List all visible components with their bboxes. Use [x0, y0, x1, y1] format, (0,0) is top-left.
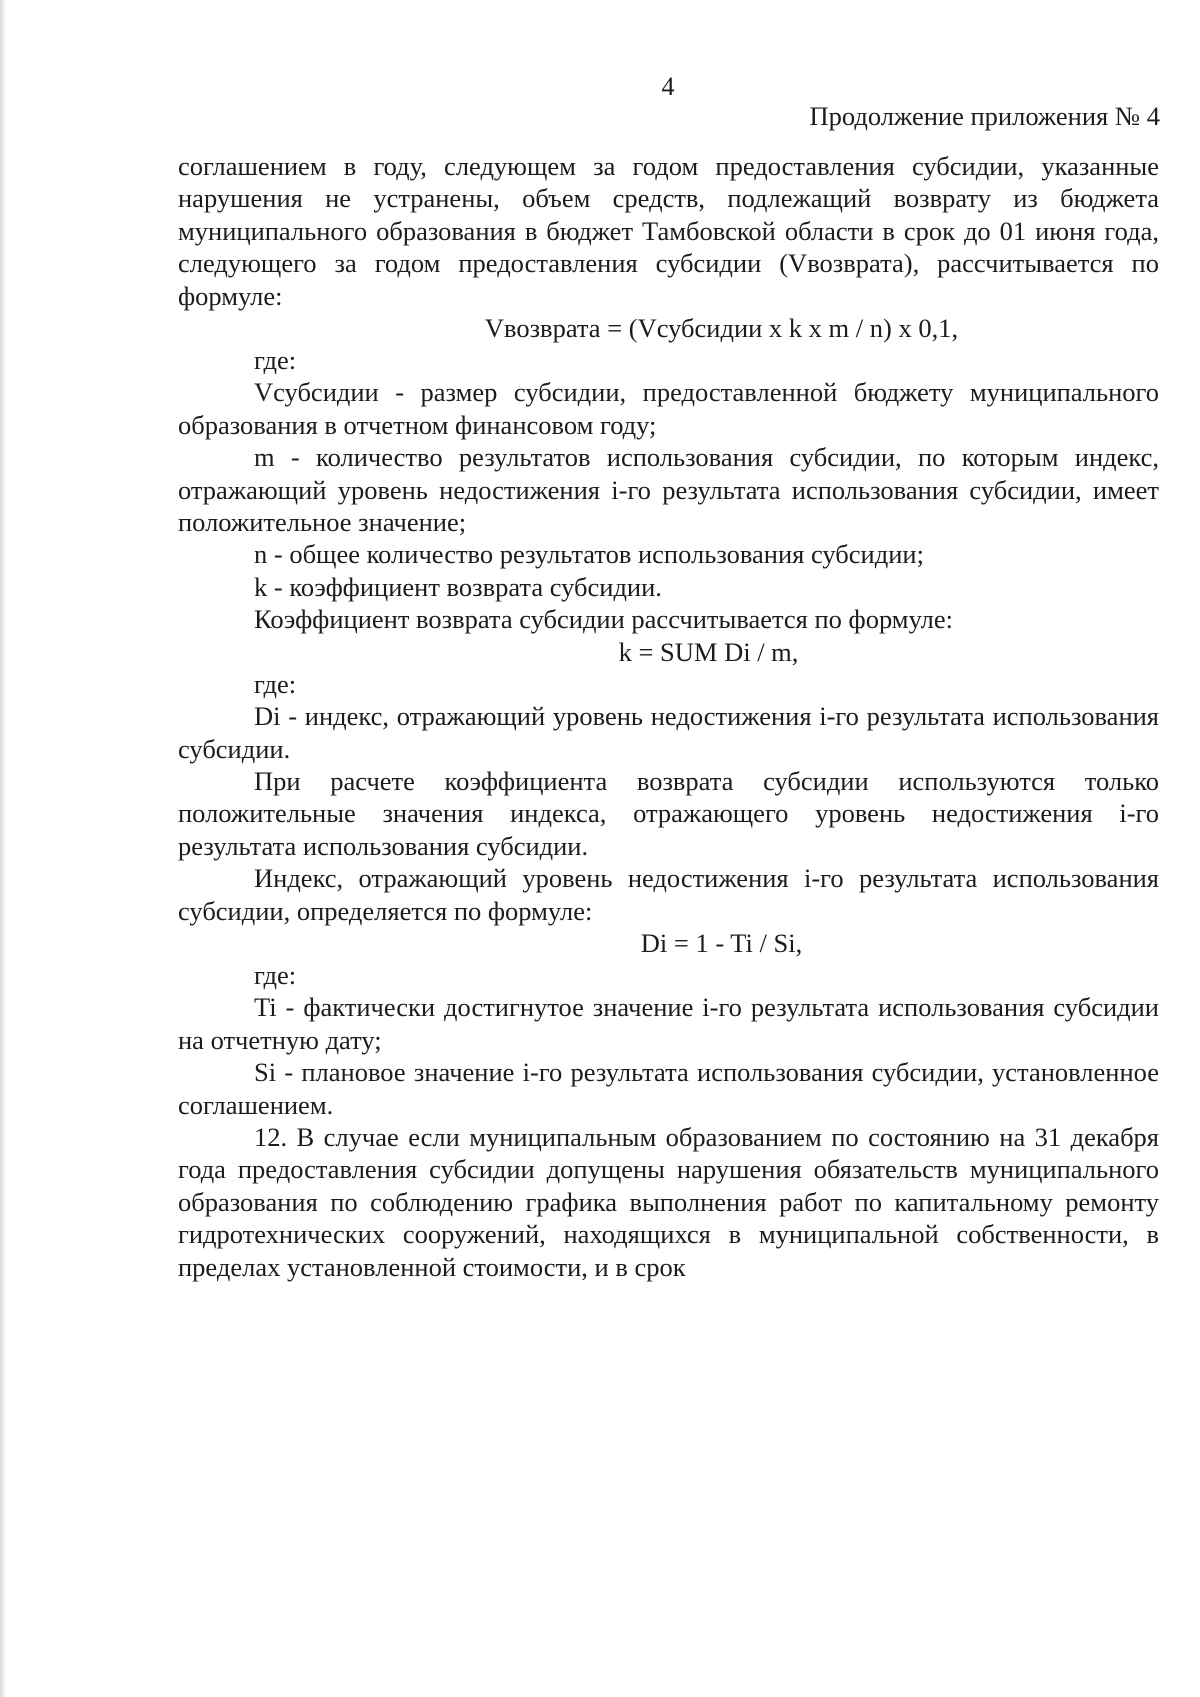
definition-m: m - количество результатов использования субсидии, по которым индекс, отражающий уровень недостижения i-го результата использования субсидии, имеет положительное значение; — [178, 442, 1159, 538]
paragraph-item-12: 12. В случае если муниципальным образованием по состоянию на 31 декабря года предоставления субсидии допущены нарушения обязательств муниципального образования по соблюдению графика выполнения работ по капитальному ремонту гидротехнических сооружений, находящихся в муниципальной собственности, в пределах установленной стоимости, и в срок — [178, 1121, 1159, 1282]
definition-k: k - коэффициент возврата субсидии. — [254, 571, 662, 602]
document-body — [178, 150, 1159, 1283]
formula-v-return: Vвозврата = (Vсубсидии x k x m / n) x 0,1, — [484, 313, 959, 344]
where-label: где: — [254, 959, 297, 990]
definition-n: n - общее количество результатов использования субсидии; — [254, 539, 924, 570]
paragraph-intro: соглашением в году, следующем за годом предоставления субсидии, указанные нарушения не устранены, объем средств, подлежащий возврату из бюджета муниципального образования в бюджет Тамбовской области в срок до 01 июня года, следующего за годом предоставления субсидии (Vвозврата), рассчитывается по формуле: — [178, 151, 1159, 311]
paragraph-positive-values: При расчете коэффициента возврата субсидии используются только положительные значения индекса, отражающего уровень недостижения i-го результата использования субсидии. — [178, 765, 1159, 861]
definition-v-subsidy: Vсубсидии - размер субсидии, предоставленной бюджету муниципального образования в отчетном финансовом году; — [178, 377, 1159, 440]
page-number: 4 — [661, 72, 675, 101]
paragraph-coefficient-intro: Коэффициент возврата субсидии рассчитывается по формуле: — [254, 604, 954, 635]
scan-edge-shadow — [0, 0, 6, 1697]
where-label: где: — [254, 668, 297, 699]
formula-di: Di = 1 - Ti / Si, — [640, 927, 803, 958]
paragraph-index-intro: Индекс, отражающий уровень недостижения i-го результата использования субсидии, определяется по формуле: — [178, 863, 1159, 926]
formula-k: k = SUM Di / m, — [618, 636, 799, 667]
definition-ti: Ti - фактически достигнутое значение i-го результата использования субсидии на отчетную дату; — [178, 992, 1159, 1055]
appendix-continuation-note: Продолжение приложения № 4 — [809, 101, 1160, 131]
where-label: где: — [254, 345, 297, 376]
definition-di: Di - индекс, отражающий уровень недостижения i-го результата использования субсидии. — [178, 701, 1159, 764]
definition-si: Si - плановое значение i-го результата использования субсидии, установленное соглашением. — [178, 1057, 1159, 1120]
